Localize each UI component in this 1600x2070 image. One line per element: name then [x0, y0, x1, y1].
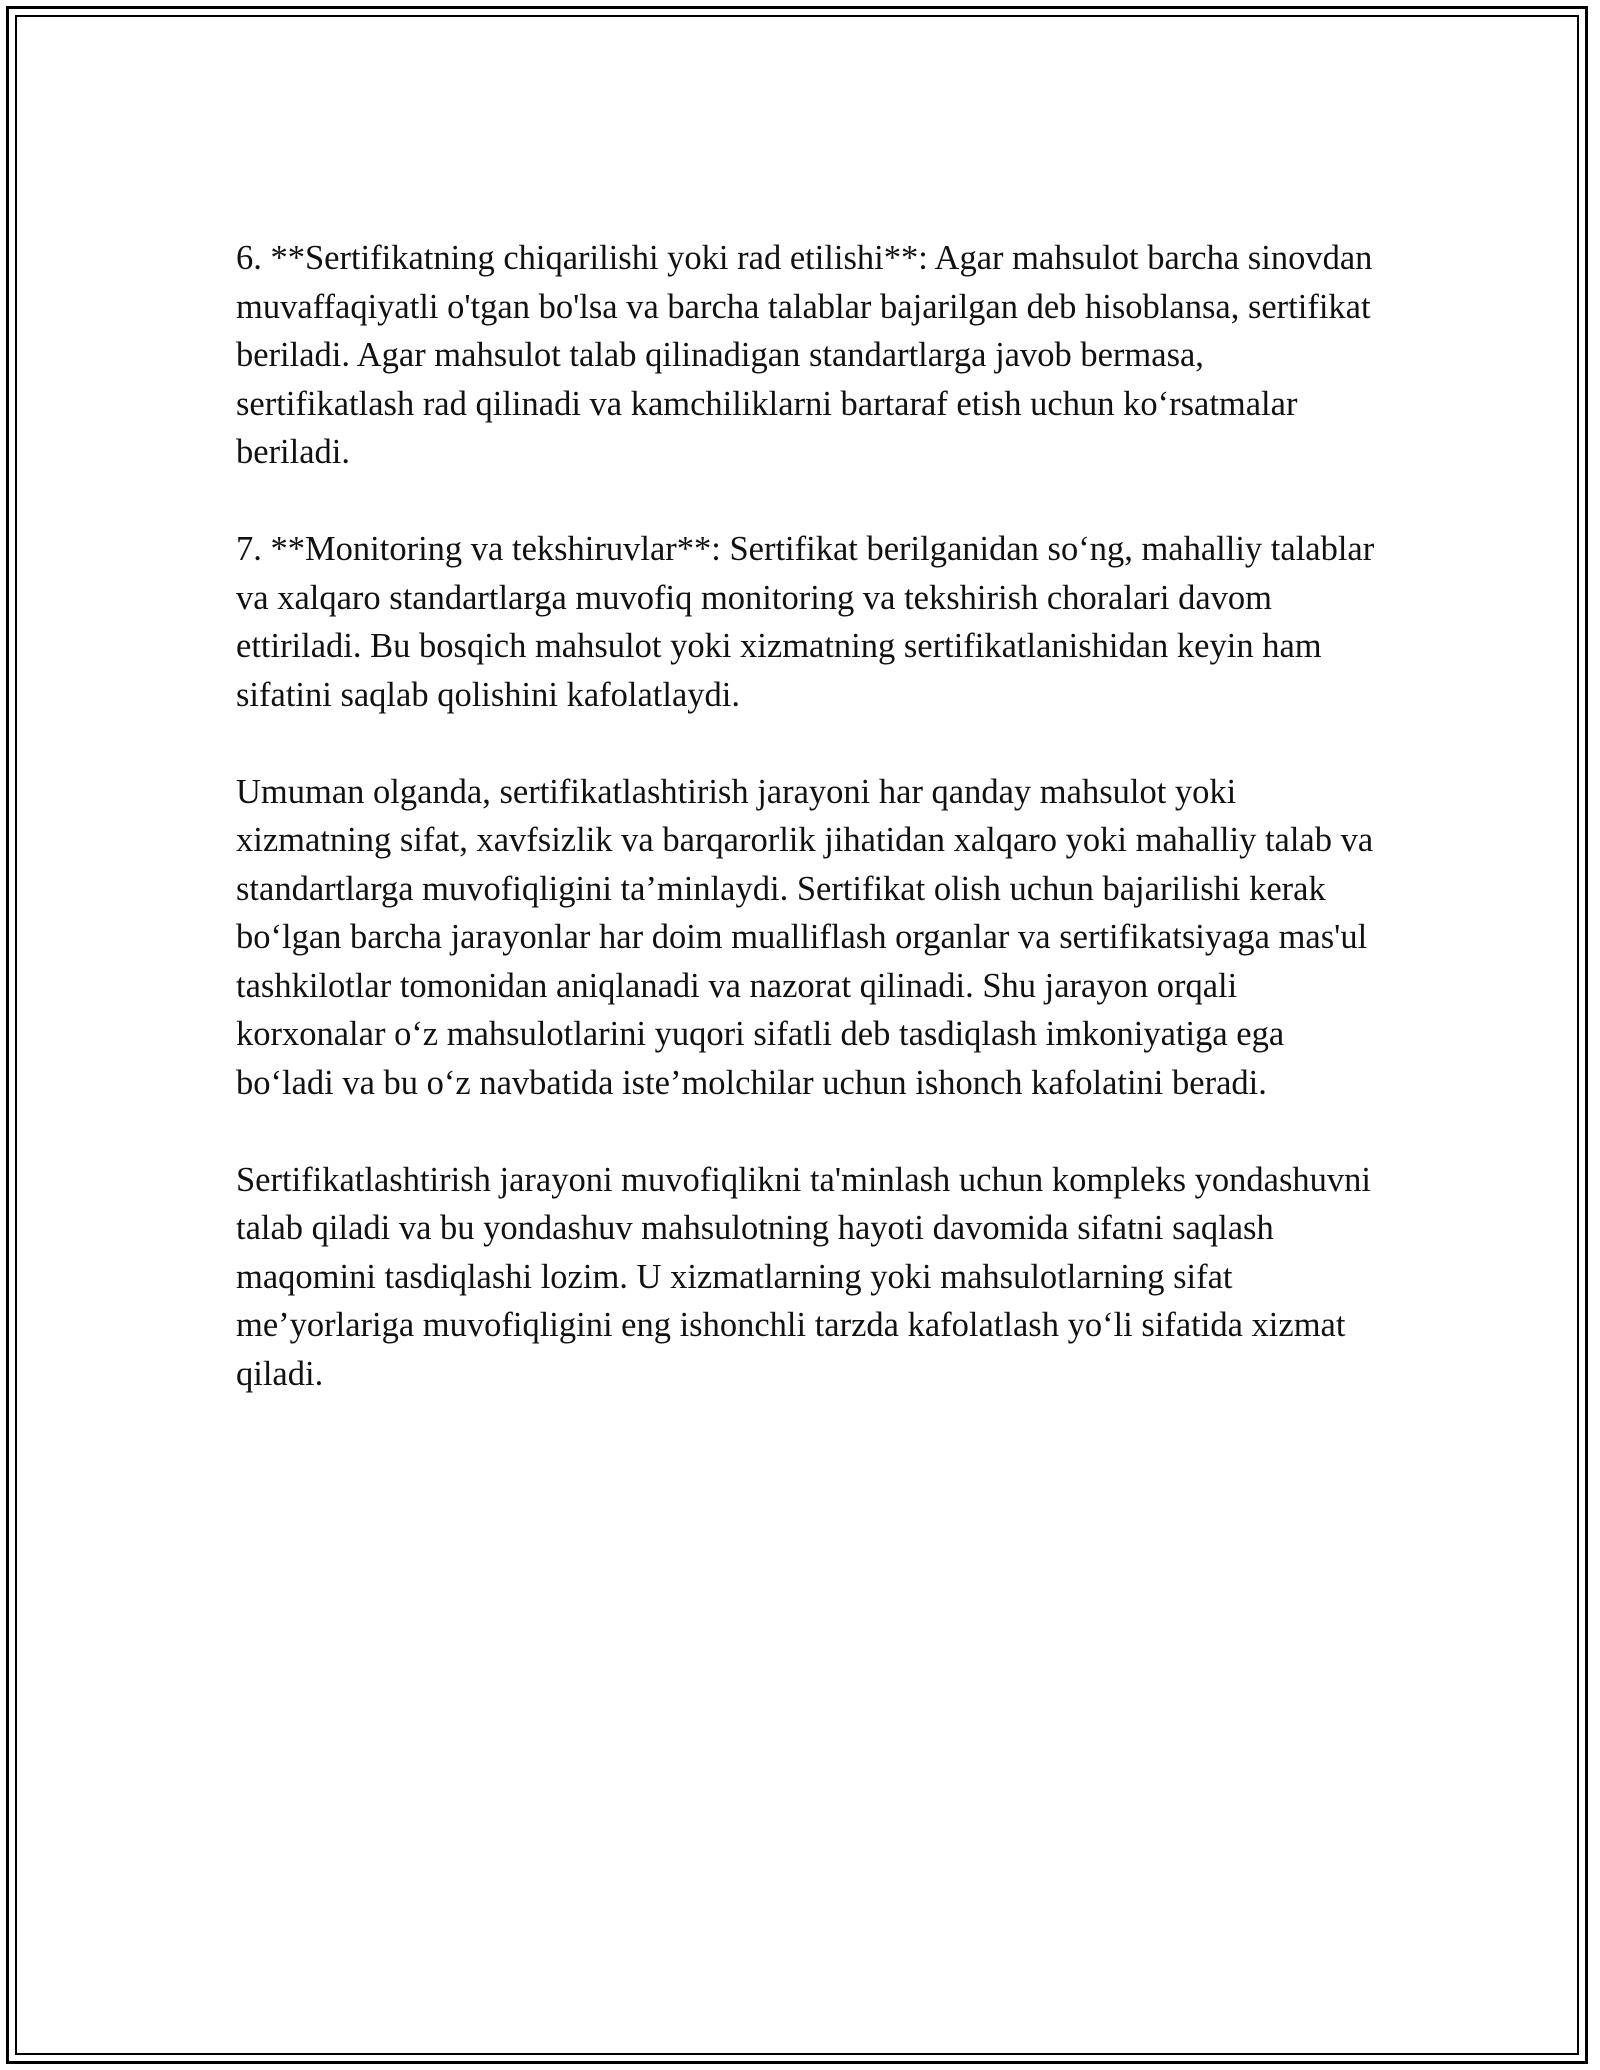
paragraph-certificate-issuance: 6. **Sertifikatning chiqarilishi yoki rad etilishi**: Agar mahsulot barcha sinovdan muvaffaqiyatli o'tgan bo'lsa va barcha talablar bajarilgan deb hisoblansa, sertifikat beriladi. Agar mahsulot talab qilinadigan standartlarga javob bermasa, sertifikatlash rad qilinadi va kamchiliklarni bartaraf etish uchun koʻrsatmalar beriladi. — [236, 239, 1373, 471]
paragraph-conclusion: Sertifikatlashtirish jarayoni muvofiqlikni ta'minlash uchun kompleks yondashuvni talab qiladi va bu yondashuv mahsulotning hayoti davomida sifatni saqlash maqomini tasdiqlashi lozim. U xizmatlarning yoki mahsulotlarning sifat me’yorlariga muvofiqligini eng ishonchli tarzda kafolatlash yoʻli sifatida xizmat qiladi. — [236, 1160, 1371, 1393]
paragraph-monitoring: 7. **Monitoring va tekshiruvlar**: Sertifikat berilganidan soʻng, mahalliy talablar va xalqaro standartlarga muvofiq monitoring va tekshirish choralari davom ettiriladi. Bu bosqich mahsulot yoki xizmatning sertifikatlanishidan keyin ham sifatini saqlab qolishini kafolatlaydi. — [236, 530, 1375, 714]
paragraph-summary: Umuman olganda, sertifikatlashtirish jarayoni har qanday mahsulot yoki xizmatning sifat, xavfsizlik va barqarorlik jihatidan xalqaro yoki mahalliy talab va standartlarga muvofiqligini ta’minlaydi. Sertifikat olish uchun bajarilishi kerak boʻlgan barcha jarayonlar har doim mualliflash organlar va sertifikatsiyaga mas'ul tashkilotlar tomonidan aniqlanadi va nazorat qilinadi. Shu jarayon orqali korxonalar oʻz mahsulotlarini yuqori sifatli deb tasdiqlash imkoniyatiga ega boʻladi va bu oʻz navbatida iste’molchilar uchun ishonch kafolatini beradi. — [236, 772, 1374, 1102]
document-body — [236, 234, 1376, 1398]
